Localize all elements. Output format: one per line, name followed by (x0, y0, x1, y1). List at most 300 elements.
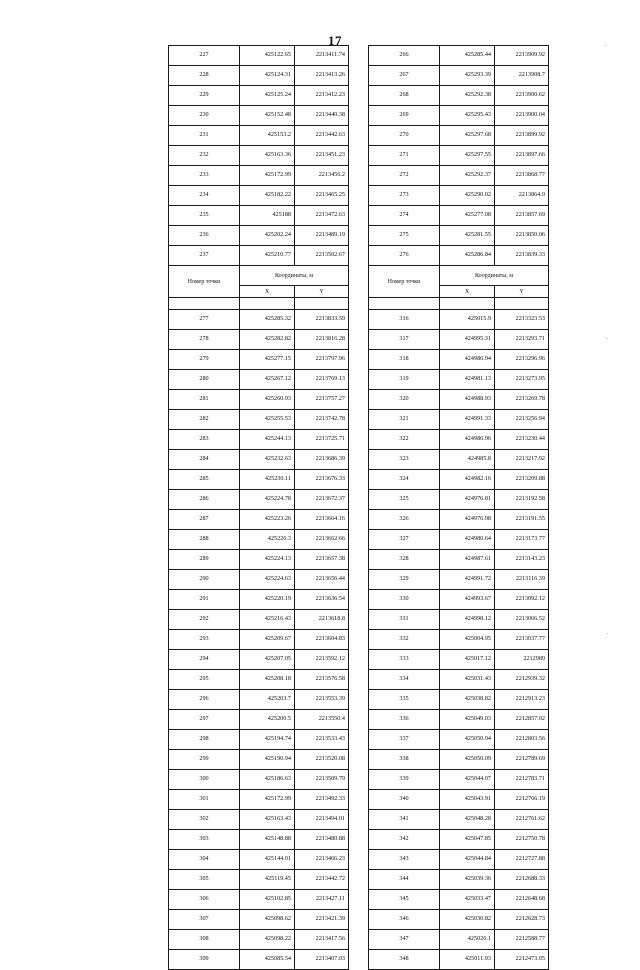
table-row (369, 830, 549, 850)
y-coordinate-cell: 2213217.92 (495, 450, 549, 470)
table-row (369, 350, 549, 370)
point-number-cell: 297 (169, 710, 240, 730)
table-row (169, 910, 349, 930)
x-coordinate-cell: 425297.55 (440, 146, 495, 166)
table-row (169, 186, 349, 206)
x-coordinate-cell: 425188 (240, 206, 295, 226)
x-coordinate-cell: 425033.47 (440, 890, 495, 910)
y-coordinate-cell: 2213472.63 (295, 206, 349, 226)
table-row (169, 166, 349, 186)
table-row (369, 106, 549, 126)
x-coordinate-cell: 425172.99 (240, 790, 295, 810)
right-top-body (369, 46, 549, 266)
y-coordinate-cell: 2213296.96 (495, 350, 549, 370)
x-coordinate-cell: 425224.13 (240, 550, 295, 570)
point-number-cell: 335 (369, 690, 440, 710)
x-coordinate-cell: 425282.82 (240, 330, 295, 350)
point-number-cell: 267 (369, 66, 440, 86)
y-coordinate-cell: 2212913.23 (495, 690, 549, 710)
x-coordinate-cell: 425194.74 (240, 730, 295, 750)
x-coordinate-cell: 424981.13 (440, 370, 495, 390)
y-coordinate-cell: 2212750.78 (495, 830, 549, 850)
y-coordinate-cell: 2213412.23 (295, 86, 349, 106)
point-number-cell: 284 (169, 450, 240, 470)
x-coordinate-cell: 424991.33 (440, 410, 495, 430)
y-coordinate-cell: 2212939.32 (495, 670, 549, 690)
point-number-cell: 235 (169, 206, 240, 226)
y-coordinate-cell: 2213908.7 (495, 66, 549, 86)
y-coordinate-cell: 2212803.56 (495, 730, 549, 750)
x-coordinate-cell: 425050.09 (440, 750, 495, 770)
point-number-cell: 325 (369, 490, 440, 510)
point-number-cell: 230 (169, 106, 240, 126)
table-row (369, 870, 549, 890)
y-coordinate-cell: 2213489.19 (295, 226, 349, 246)
y-coordinate-cell: 2213797.96 (295, 350, 349, 370)
point-number-cell: 305 (169, 870, 240, 890)
table-row (169, 650, 349, 670)
margin-mark: · (606, 630, 609, 638)
table-row (369, 630, 549, 650)
table-row (369, 550, 549, 570)
x-coordinate-cell: 425039.36 (440, 870, 495, 890)
table-row (369, 390, 549, 410)
point-number-cell: 302 (169, 810, 240, 830)
x-coordinate-cell: 424982.16 (440, 470, 495, 490)
x-coordinate-cell: 425292.37 (440, 166, 495, 186)
x-coordinate-cell: 425224.63 (240, 570, 295, 590)
coordinates-table-left (168, 45, 349, 970)
table-row (169, 330, 349, 350)
point-number-cell: 290 (169, 570, 240, 590)
point-number-cell: 229 (169, 86, 240, 106)
y-coordinate-cell: 2213618.8 (295, 610, 349, 630)
point-number-cell: 348 (369, 950, 440, 970)
y-coordinate-cell: 2212761.62 (495, 810, 549, 830)
y-coordinate-cell: 2213897.66 (495, 146, 549, 166)
y-coordinate-cell: 2213686.39 (295, 450, 349, 470)
y-coordinate-cell: 2213657.38 (295, 550, 349, 570)
x-coordinate-cell: 425098.62 (240, 910, 295, 930)
y-coordinate-cell: 2213636.54 (295, 590, 349, 610)
point-number-cell: 232 (169, 146, 240, 166)
x-coordinate-cell: 425207.05 (240, 650, 295, 670)
point-number-cell: 227 (169, 46, 240, 66)
point-number-cell: 292 (169, 610, 240, 630)
y-coordinate-cell: 2213553.39 (295, 690, 349, 710)
table-row (369, 890, 549, 910)
x-coordinate-cell: 425260.93 (240, 390, 295, 410)
spacer-cell (440, 298, 495, 310)
table-row (369, 930, 549, 950)
y-coordinate-cell: 2213742.78 (295, 410, 349, 430)
table-row (369, 146, 549, 166)
left-top-body (169, 46, 349, 266)
table-row (169, 126, 349, 146)
point-number-header: Номер точки (369, 266, 440, 298)
y-coordinate-cell: 2213864.9 (495, 186, 549, 206)
x-coordinate-cell: 425047.85 (440, 830, 495, 850)
table-row (169, 450, 349, 470)
y-coordinate-cell: 2213833.59 (295, 310, 349, 330)
table-row (169, 710, 349, 730)
point-number-cell: 266 (369, 46, 440, 66)
table-row (169, 610, 349, 630)
point-number-cell: 286 (169, 490, 240, 510)
point-number-cell: 306 (169, 890, 240, 910)
spacer-cell (295, 298, 349, 310)
x-coordinate-cell: 424987.61 (440, 550, 495, 570)
y-coordinate-cell: 2213269.78 (495, 390, 549, 410)
table-row (369, 310, 549, 330)
table-row (169, 790, 349, 810)
table-row (169, 350, 349, 370)
x-coordinate-cell: 425220.19 (240, 590, 295, 610)
point-number-cell: 277 (169, 310, 240, 330)
table-row (369, 246, 549, 266)
y-coordinate-cell: 2213656.44 (295, 570, 349, 590)
point-number-cell: 228 (169, 66, 240, 86)
x-coordinate-cell: 425030.82 (440, 910, 495, 930)
y-header: Y (495, 286, 549, 298)
point-number-cell: 296 (169, 690, 240, 710)
margin-mark: · (604, 42, 607, 50)
x-coordinate-cell: 425292.38 (440, 86, 495, 106)
table-row (369, 570, 549, 590)
point-number-cell: 319 (369, 370, 440, 390)
table-row (169, 146, 349, 166)
point-number-cell: 329 (369, 570, 440, 590)
coordinates-header: Координаты, м (240, 266, 349, 286)
y-coordinate-cell: 2213417.56 (295, 930, 349, 950)
right-bottom-body (369, 310, 549, 970)
point-number-cell: 300 (169, 770, 240, 790)
point-number-cell: 233 (169, 166, 240, 186)
y-coordinate-cell: 2213456.2 (295, 166, 349, 186)
table-row (169, 550, 349, 570)
y-coordinate-cell: 2213191.55 (495, 510, 549, 530)
x-coordinate-cell: 425085.54 (240, 950, 295, 970)
x-coordinate-cell: 424988.93 (440, 390, 495, 410)
y-coordinate-cell: 2213900.04 (495, 106, 549, 126)
table-row (169, 490, 349, 510)
y-coordinate-cell: 2213413.26 (295, 66, 349, 86)
page-number: 17 (328, 33, 342, 48)
table-row (369, 206, 549, 226)
coordinates-table-right (368, 45, 549, 970)
point-number-cell: 304 (169, 850, 240, 870)
x-coordinate-cell: 424985.8 (440, 450, 495, 470)
point-number-cell: 317 (369, 330, 440, 350)
point-number-cell: 344 (369, 870, 440, 890)
y-coordinate-cell: 2213576.58 (295, 670, 349, 690)
y-coordinate-cell: 2213273.95 (495, 370, 549, 390)
x-coordinate-cell: 425293.39 (440, 66, 495, 86)
x-coordinate-cell: 425267.12 (240, 370, 295, 390)
point-number-cell: 327 (369, 530, 440, 550)
table-row (369, 950, 549, 970)
x-coordinate-cell: 425297.68 (440, 126, 495, 146)
left-bottom-body (169, 310, 349, 970)
point-number-cell: 280 (169, 370, 240, 390)
point-number-cell: 346 (369, 910, 440, 930)
point-number-cell: 303 (169, 830, 240, 850)
x-coordinate-cell: 425232.63 (240, 450, 295, 470)
y-coordinate-cell: 2213440.38 (295, 106, 349, 126)
x-coordinate-cell: 425050.94 (440, 730, 495, 750)
point-number-cell: 299 (169, 750, 240, 770)
table-row (169, 850, 349, 870)
table-row (169, 246, 349, 266)
point-number-cell: 269 (369, 106, 440, 126)
y-coordinate-cell: 2212766.19 (495, 790, 549, 810)
x-coordinate-cell: 425153.2 (240, 126, 295, 146)
table-row (369, 650, 549, 670)
point-number-cell: 279 (169, 350, 240, 370)
y-coordinate-cell: 2213900.62 (495, 86, 549, 106)
point-number-cell: 330 (369, 590, 440, 610)
point-number-cell: 276 (369, 246, 440, 266)
x-coordinate-cell: 425200.5 (240, 710, 295, 730)
x-coordinate-cell: 425125.24 (240, 86, 295, 106)
point-number-cell: 270 (369, 126, 440, 146)
table-row (369, 690, 549, 710)
point-number-cell: 291 (169, 590, 240, 610)
table-row (369, 670, 549, 690)
y-coordinate-cell: 2213451.23 (295, 146, 349, 166)
table-row (369, 46, 549, 66)
table-row (169, 86, 349, 106)
point-number-cell: 295 (169, 670, 240, 690)
point-number-cell: 324 (369, 470, 440, 490)
point-number-cell: 275 (369, 226, 440, 246)
x-coordinate-cell: 425163.43 (240, 810, 295, 830)
point-number-cell: 318 (369, 350, 440, 370)
point-number-cell: 274 (369, 206, 440, 226)
y-coordinate-cell: 2213293.71 (495, 330, 549, 350)
point-number-cell: 278 (169, 330, 240, 350)
table-row (369, 226, 549, 246)
y-coordinate-cell: 2213502.67 (295, 246, 349, 266)
x-coordinate-cell: 425148.88 (240, 830, 295, 850)
table-row (369, 710, 549, 730)
point-number-cell: 320 (369, 390, 440, 410)
point-number-cell: 294 (169, 650, 240, 670)
x-coordinate-cell: 425172.99 (240, 166, 295, 186)
y-coordinate-cell: 2212473.05 (495, 950, 549, 970)
point-number-cell: 331 (369, 610, 440, 630)
x-coordinate-cell: 425015.9 (440, 310, 495, 330)
table-row (169, 810, 349, 830)
x-coordinate-cell: 425122.65 (240, 46, 295, 66)
y-coordinate-cell: 2213509.79 (295, 770, 349, 790)
x-coordinate-cell: 425163.36 (240, 146, 295, 166)
table-row (169, 690, 349, 710)
spacer-cell (240, 298, 295, 310)
y-coordinate-cell: 2212783.71 (495, 770, 549, 790)
table-row (369, 770, 549, 790)
y-header: Y (295, 286, 349, 298)
point-number-cell: 237 (169, 246, 240, 266)
table-row (169, 630, 349, 650)
y-coordinate-cell: 2213664.16 (295, 510, 349, 530)
point-number-cell: 268 (369, 86, 440, 106)
x-coordinate-cell: 425152.48 (240, 106, 295, 126)
y-coordinate-cell: 2213533.43 (295, 730, 349, 750)
table-row (169, 890, 349, 910)
y-coordinate-cell: 2213092.12 (495, 590, 549, 610)
x-coordinate-cell: 425203.7 (240, 690, 295, 710)
y-coordinate-cell: 2213323.53 (495, 310, 549, 330)
x-coordinate-cell: 425124.31 (240, 66, 295, 86)
x-coordinate-cell: 424976.98 (440, 510, 495, 530)
point-number-cell: 343 (369, 850, 440, 870)
right-header (369, 266, 549, 310)
y-coordinate-cell: 2213465.25 (295, 186, 349, 206)
x-coordinate-cell: 425017.12 (440, 650, 495, 670)
table-row (369, 126, 549, 146)
point-number-cell: 273 (369, 186, 440, 206)
table-row (369, 790, 549, 810)
x-coordinate-cell: 425044.84 (440, 850, 495, 870)
x-coordinate-cell: 425226.3 (240, 530, 295, 550)
x-coordinate-cell: 424986.94 (440, 350, 495, 370)
x-header: X (240, 286, 295, 298)
table-row (169, 430, 349, 450)
point-number-cell: 271 (369, 146, 440, 166)
table-row (169, 670, 349, 690)
table-row (169, 510, 349, 530)
x-coordinate-cell: 424998.12 (440, 610, 495, 630)
point-number-cell: 236 (169, 226, 240, 246)
y-coordinate-cell: 2213520.08 (295, 750, 349, 770)
spacer-cell (369, 298, 440, 310)
y-coordinate-cell: 2213480.88 (295, 830, 349, 850)
x-coordinate-cell: 425026.1 (440, 930, 495, 950)
x-coordinate-cell: 425290.02 (440, 186, 495, 206)
point-number-cell: 316 (369, 310, 440, 330)
table-row (369, 186, 549, 206)
table-row (369, 750, 549, 770)
table-row (369, 510, 549, 530)
point-number-cell: 341 (369, 810, 440, 830)
point-number-cell: 334 (369, 670, 440, 690)
point-number-cell: 288 (169, 530, 240, 550)
x-coordinate-cell: 424993.67 (440, 590, 495, 610)
y-coordinate-cell: 2213230.44 (495, 430, 549, 450)
point-number-cell: 287 (169, 510, 240, 530)
table-row (369, 166, 549, 186)
y-coordinate-cell: 2212648.68 (495, 890, 549, 910)
y-coordinate-cell: 2213442.63 (295, 126, 349, 146)
y-coordinate-cell: 2213407.03 (295, 950, 349, 970)
x-coordinate-cell: 424976.81 (440, 490, 495, 510)
x-coordinate-cell: 425004.95 (440, 630, 495, 650)
table-row (369, 810, 549, 830)
point-number-cell: 342 (369, 830, 440, 850)
point-number-cell: 347 (369, 930, 440, 950)
point-number-cell: 322 (369, 430, 440, 450)
table-row (169, 310, 349, 330)
y-coordinate-cell: 2213442.72 (295, 870, 349, 890)
table-row (169, 930, 349, 950)
x-coordinate-cell: 425244.13 (240, 430, 295, 450)
point-number-cell: 272 (369, 166, 440, 186)
x-coordinate-cell: 424986.96 (440, 430, 495, 450)
point-number-cell: 321 (369, 410, 440, 430)
x-coordinate-cell: 425209.67 (240, 630, 295, 650)
table-row (369, 330, 549, 350)
table-row (369, 490, 549, 510)
x-coordinate-cell: 425048.28 (440, 810, 495, 830)
y-coordinate-cell: 2213466.23 (295, 850, 349, 870)
table-row (169, 226, 349, 246)
y-coordinate-cell: 2213725.71 (295, 430, 349, 450)
point-number-cell: 338 (369, 750, 440, 770)
left-header (169, 266, 349, 310)
x-coordinate-cell: 425119.45 (240, 870, 295, 890)
point-number-cell: 283 (169, 430, 240, 450)
y-coordinate-cell: 2213066.52 (495, 610, 549, 630)
y-coordinate-cell: 2213816.28 (295, 330, 349, 350)
table-row (169, 370, 349, 390)
table-row (369, 530, 549, 550)
y-coordinate-cell: 2213769.13 (295, 370, 349, 390)
x-coordinate-cell: 425281.55 (440, 226, 495, 246)
table-row (369, 910, 549, 930)
x-coordinate-cell: 425049.03 (440, 710, 495, 730)
x-coordinate-cell: 425208.18 (240, 670, 295, 690)
point-number-cell: 332 (369, 630, 440, 650)
table-row (169, 870, 349, 890)
x-coordinate-cell: 424991.72 (440, 570, 495, 590)
table-row (369, 590, 549, 610)
x-coordinate-cell: 425230.11 (240, 470, 295, 490)
y-coordinate-cell: 2212857.02 (495, 710, 549, 730)
point-number-cell: 323 (369, 450, 440, 470)
x-coordinate-cell: 425216.43 (240, 610, 295, 630)
y-coordinate-cell: 2213604.83 (295, 630, 349, 650)
y-coordinate-cell: 2213839.33 (495, 246, 549, 266)
y-coordinate-cell: 2213672.37 (295, 490, 349, 510)
y-coordinate-cell: 2213116.39 (495, 570, 549, 590)
point-number-cell: 234 (169, 186, 240, 206)
coordinates-header: Координаты, м (440, 266, 549, 286)
table-row (169, 750, 349, 770)
y-coordinate-cell: 2213868.77 (495, 166, 549, 186)
point-number-cell: 231 (169, 126, 240, 146)
y-coordinate-cell: 2212789.69 (495, 750, 549, 770)
x-coordinate-cell: 425285.32 (240, 310, 295, 330)
x-coordinate-cell: 425223.26 (240, 510, 295, 530)
table-row (169, 950, 349, 970)
table-row (169, 46, 349, 66)
point-number-cell: 308 (169, 930, 240, 950)
x-coordinate-cell: 425286.84 (440, 246, 495, 266)
y-coordinate-cell: 2213143.23 (495, 550, 549, 570)
table-row (169, 470, 349, 490)
point-number-cell: 337 (369, 730, 440, 750)
x-coordinate-cell: 425190.94 (240, 750, 295, 770)
point-number-cell: 339 (369, 770, 440, 790)
y-coordinate-cell: 2213494.01 (295, 810, 349, 830)
y-coordinate-cell: 2213676.33 (295, 470, 349, 490)
table-row (369, 66, 549, 86)
table-row (369, 410, 549, 430)
x-coordinate-cell: 425182.22 (240, 186, 295, 206)
x-coordinate-cell: 424980.64 (440, 530, 495, 550)
x-coordinate-cell: 425038.82 (440, 690, 495, 710)
